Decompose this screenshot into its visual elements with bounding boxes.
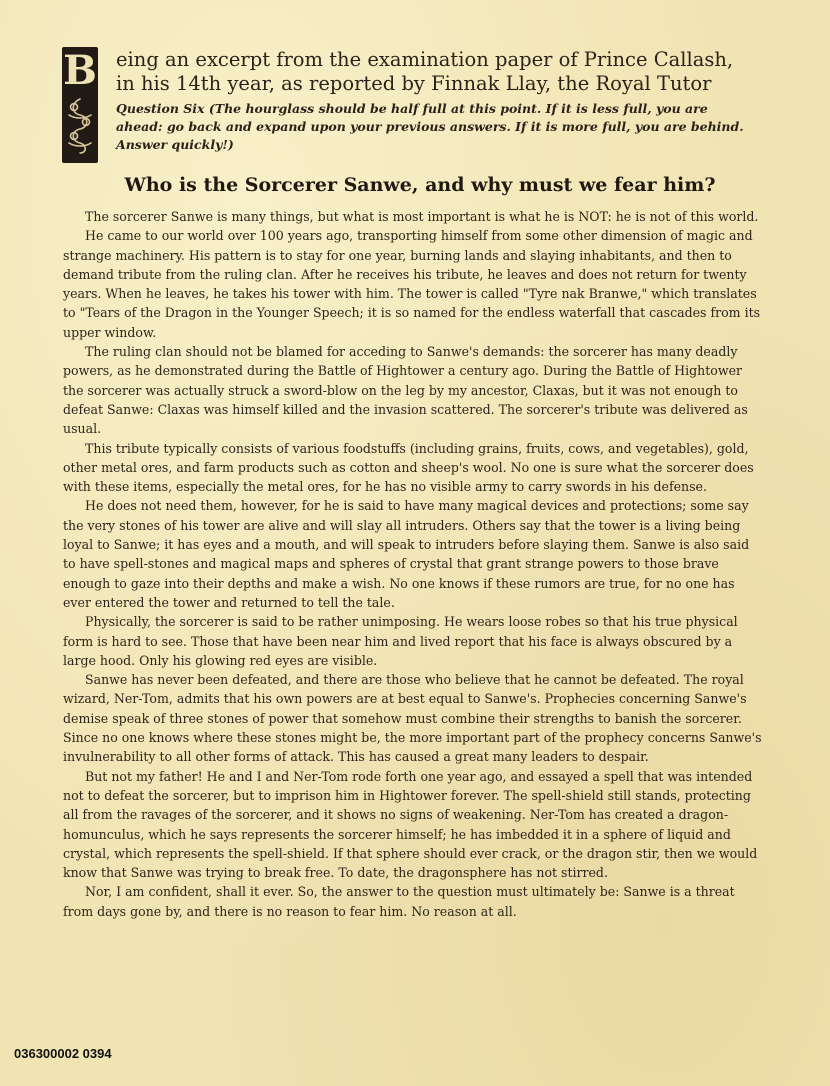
question-instructions: Question Six (The hourglass should be half full at this point. If it is less full, you are ahead: go back and expand upon your previous answers. If it is more full, you are behind. Answer quickly!) (116, 101, 744, 152)
header-line-1: eing an excerpt from the examination paper of Prince Callash, (116, 48, 734, 71)
paragraph: The sorcerer Sanwe is many things, but what is most important is what he is NOT: he is not of this world. (85, 209, 759, 224)
document-code: 036300002 0394 (14, 1046, 112, 1061)
paragraph: The ruling clan should not be blamed for acceding to Sanwe's demands: the sorcerer has many deadly powers, as he demonstrated during the Battle of Hightower a century ago. During the Battle of Hightower the sorcerer was actually struck a sword-blow on the leg by my ancestor, Claxas, but it was not enough to defeat Sanwe: Claxas was himself killed and the invasion scattered. The sorcerer's tribute was delivered as usual. (63, 344, 748, 437)
paragraph: This tribute typically consists of various foodstuffs (including grains, fruits, cows, and vegetables), gold, other metal ores, and farm products such as cotton and sheep's wool. No one is sure what the sorcerer does with these items, especially the metal ores, for he has no visible army to carry swords in his defense. (63, 440, 754, 495)
paragraph: But not my father! He and I and Ner-Tom rode forth one year ago, and essayed a spell that was intended not to defeat the sorcerer, but to imprison him in Hightower forever. The spell-shield still stands, protecting all from the ravages of the sorcerer, and it shows no signs of weakening. Ner-Tom has created a dragon-homunculus, which he says represents the sorcerer himself; he has imbedded it in a sphere of liquid and crystal, which represents the spell-shield. If that sphere should ever crack, or the dragon stir, then we would know that Sanwe was trying to break free. To date, the dragonsphere has not stirred. (63, 768, 758, 881)
paragraph: Physically, the sorcerer is said to be rather unimposing. He wears loose robes so that his true physical form is hard to see. Those that have been near him and lived report that his face is always obscured by a large hood. Only his glowing red eyes are visible. (63, 614, 738, 668)
header-line-2: in his 14th year, as reported by Finnak Llay, the Royal Tutor (116, 72, 712, 95)
essay-title: Who is the Sorcerer Sanwe, and why must we fear him? (124, 174, 716, 196)
paragraph: Nor, I am confident, shall it ever. So, the answer to the question must ultimately be: Sanwe is a threat from days gone by, and there is no reason to fear him. No reason at all. (63, 884, 735, 919)
paragraph: He does not need them, however, for he is said to have many magical devices and protections; some say the very stones of his tower are alive and will slay all intruders. Others say that the tower is a living being loyal to Sanwe; it has eyes and a mouth, and will speak to intruders before slaying them. Sanwe is also said to have spell-stones and magical maps and spheres of crystal that grant strange powers to those brave enough to gaze into their depths and make a wish. No one knows if these rumors are true, for no one has ever entered the tower and returned to tell the tale. (63, 498, 750, 610)
essay-body (63, 207, 763, 921)
dropcap-letter: B (63, 47, 97, 94)
celtic-knot-ornament-icon (65, 95, 95, 157)
paragraph: He came to our world over 100 years ago, transporting himself from some other dimension of magic and strange machinery. His pattern is to stay for one year, burning lands and slaying inhabitants, and then to demand tribute from the ruling clan. After he receives his tribute, he leaves and does not return for twenty years. When he leaves, he takes his tower with him. The tower is called "Tyre nak Branwe," which translates to "Tears of the Dragon in the Younger Speech; it is so named for the endless waterfall that cascades from its upper window. (63, 228, 761, 340)
dropcap-box (62, 47, 98, 163)
paragraph: Sanwe has never been defeated, and there are those who believe that he cannot be defeated. The royal wizard, Ner-Tom, admits that his own powers are at best equal to Sanwe's. Prophecies concerning Sanwe's demise speak of three stones of power that somehow must combine their strengths to banish the sorcerer. Since no one knows where these stones might be, the more important part of the prophecy concerns Sanwe's invulnerability to all other forms of attack. This has caused a great many leaders to despair. (63, 672, 762, 765)
